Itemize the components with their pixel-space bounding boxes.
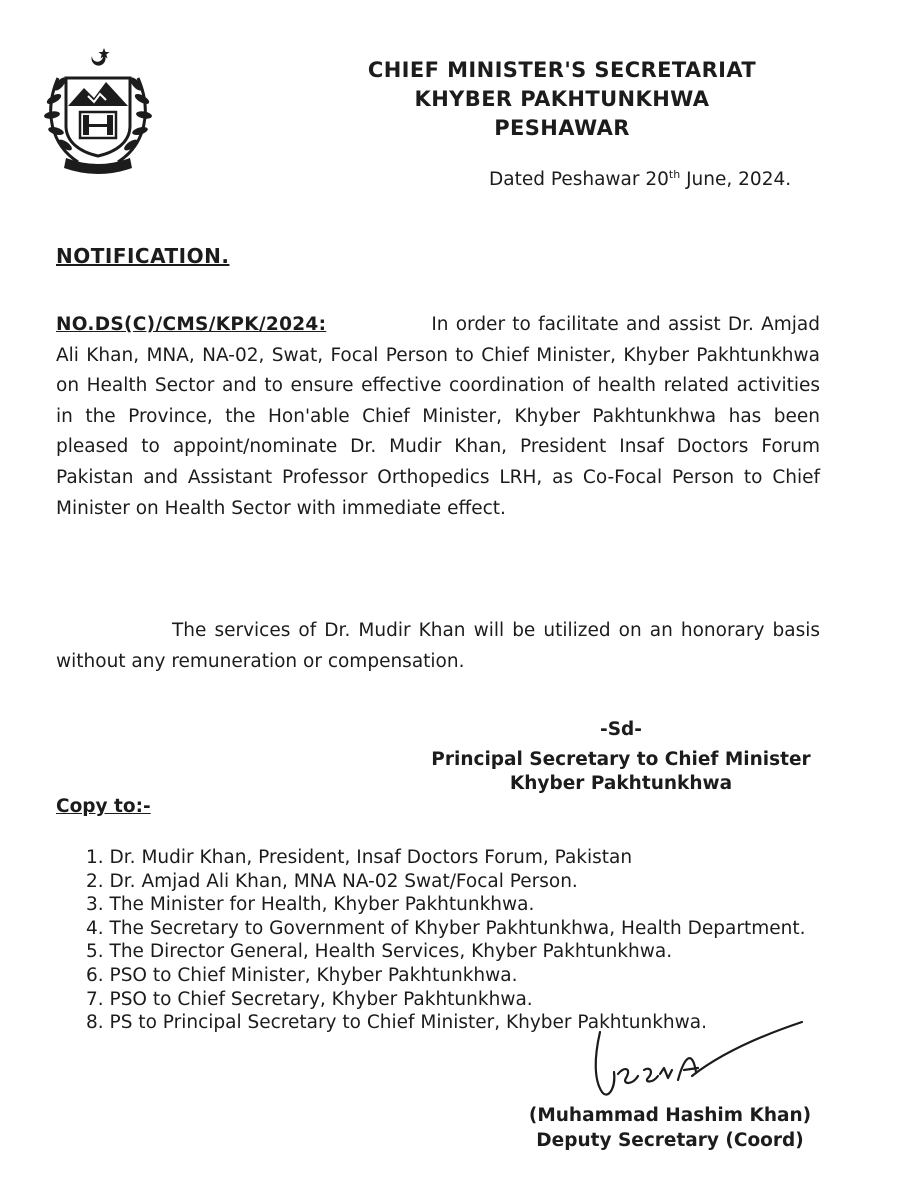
copy-to-title: Copy to:- (56, 796, 151, 817)
notification-title: NOTIFICATION. (56, 244, 230, 268)
list-item: 6. PSO to Chief Minister, Khyber Pakhtunkhwa. (86, 964, 518, 986)
sd-designation: Principal Secretary to Chief Minister (431, 749, 811, 770)
signatory-designation: Deputy Secretary (Coord) (536, 1130, 804, 1151)
services-paragraph: The services of Dr. Mudir Khan will be utilized on an honorary basis without any remuneration or compensation. (56, 620, 820, 672)
government-emblem-icon (36, 44, 160, 178)
header-city: PESHAWAR (494, 116, 630, 140)
list-item: 3. The Minister for Health, Khyber Pakhtunkhwa. (86, 894, 535, 916)
signatory-name: (Muhammad Hashim Khan) (528, 1105, 812, 1126)
sd-mark: -Sd- (600, 719, 642, 740)
list-item: 8. PS to Principal Secretary to Chief Minister, Khyber Pakhtunkhwa. (86, 1012, 708, 1034)
list-item: 4. The Secretary to Government of Khyber Pakhtunkhwa, Health Department. (86, 917, 806, 939)
date-line (489, 168, 791, 190)
header-province: KHYBER PAKHTUNKHWA (414, 87, 710, 111)
sd-province: Khyber Pakhtunkhwa (509, 773, 733, 794)
list-item: 2. Dr. Amjad Ali Khan, MNA NA-02 Swat/Focal Person. (86, 870, 578, 892)
paragraph-body: In order to facilitate and assist Dr. Amjad Ali Khan, MNA, NA-02, Swat, Focal Person to Chief Minister, Khyber Pakhtunkhwa on Health Sector and to ensure effective coordination of health related activities in the Province, the Hon'able Chief Minister, Khyber Pakhtunkhwa has been pleased to appoint/nominate Dr. Mudir Khan, President Insaf Doctors Forum Pakistan and Assistant Professor Orthopedics LRH, as Co-Focal Person to Chief Minister on Health Sector with immediate effect. (56, 314, 820, 519)
date-suffix: June, 2024. (680, 169, 792, 190)
list-item: 7. PSO to Chief Secretary, Khyber Pakhtunkhwa. (86, 988, 533, 1010)
date-prefix: Dated Peshawar 20 (489, 169, 669, 190)
list-item: 1. Dr. Mudir Khan, President, Insaf Doctors Forum, Pakistan (86, 847, 633, 868)
reference-number: NO.DS(C)/CMS/KPK/2024: (56, 314, 327, 335)
date-ordinal: th (668, 168, 681, 181)
handwritten-signature-icon (560, 1018, 820, 1104)
copy-to-list (86, 846, 806, 1035)
notification-paragraph (56, 310, 820, 524)
header-secretariat: CHIEF MINISTER'S SECRETARIAT (367, 58, 757, 82)
list-item: 5. The Director General, Health Services, Khyber Pakhtunkhwa. (86, 941, 673, 963)
